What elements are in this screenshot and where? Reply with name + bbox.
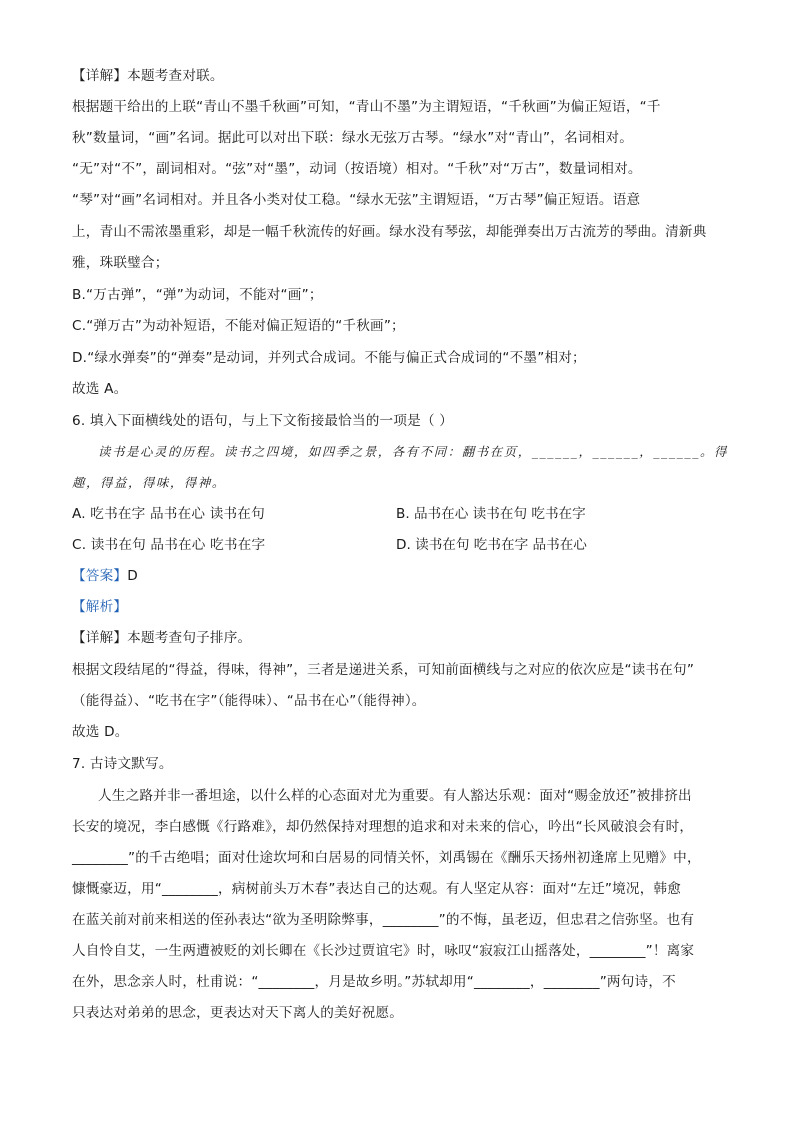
q7-paragraph-line-4: 慷慨豪迈，用“________，病树前头万木春”表达自己的达观。有人坚定从容：面对“左迁”境况，韩愈: [72, 881, 682, 897]
answer-value: D: [127, 568, 138, 584]
q5-paragraph-line-3: “无”对“不”，副词相对。“弦”对“墨”，动词（按语境）相对。“千秋”对“万古”，数量词相对。: [72, 161, 642, 177]
q5-option-b-analysis: B.“万古弹”，“弹”为动词，不能对“画”；: [72, 287, 323, 303]
q6-answer: [72, 566, 732, 586]
q7-paragraph-line-7: 在外，思念亲人时，杜甫说：“________，月是故乡明。”苏轼却用“________，________”两句诗，不: [72, 974, 676, 990]
q6-passage-line-1: 读书是心灵的历程。读书之四境，如四季之景，各有不同：翻书在页，______，______，______。得: [98, 444, 728, 459]
q7-paragraph-line-8: 只表达对弟弟的思念，更表达对天下离人的美好祝愿。: [72, 1005, 404, 1021]
answer-label: 【答案】: [72, 568, 128, 584]
q5-paragraph-line-5: 上，青山不需浓墨重彩，却是一幅千秋流传的好画。绿水没有琴弦，却能弹奏出万古流芳的琴曲。清新典: [72, 224, 707, 240]
q6-stem: 6. 填入下面横线处的语句，与上下文衔接最恰当的一项是（ ）: [72, 413, 454, 429]
q6-option-d: D. 读书在句 吃书在字 品书在心: [396, 537, 587, 553]
q6-analysis-label: 【解析】: [72, 599, 128, 615]
q7-paragraph-line-5: 在蓝关前对前来相送的侄孙表达“欲为圣明除弊事，________”的不悔，虽老迈，但忠君之信弥坚。也有: [72, 912, 695, 928]
q6-detail-heading: 【详解】本题考查句子排序。: [72, 630, 252, 646]
q6-option-a: A. 吃书在字 品书在心 读书在句: [72, 506, 265, 522]
q6-option-c: C. 读书在句 品书在心 吃书在字: [72, 537, 266, 553]
q5-option-d-analysis: D.“绿水弹奏”的“弹奏”是动词，并列式合成词。不能与偏正式合成词的“不墨”相对；: [72, 350, 586, 366]
q7-paragraph-line-3: ________”的千古绝唱；面对仕途坎坷和白居易的同情关怀，刘禹锡在《酬乐天扬州初逢席上见赠》中，: [72, 850, 701, 866]
q7-paragraph-line-1: 人生之路并非一番坦途，以什么样的心态面对尤为重要。有人豁达乐观：面对“赐金放还”被排挤出: [98, 788, 692, 804]
q6-passage-line-2: 趣，得益，得味，得神。: [72, 475, 226, 490]
q5-paragraph-line-4: “琴”对“画”名词相对。并且各小类对仗工稳。“绿水无弦”主谓短语，“万古琴”偏正短语。语意: [72, 192, 641, 208]
q5-detail-heading: 【详解】本题考查对联。: [72, 68, 224, 84]
q7-paragraph-line-6: 人自怜自艾，一生两遭被贬的刘长卿在《长沙过贾谊宅》时，咏叹“寂寂江山摇落处，________”！离家: [72, 943, 695, 959]
q6-detail-line-1: 根据文段结尾的“得益，得味，得神”，三者是递进关系，可知前面横线与之对应的依次应是“读书在句”: [72, 662, 695, 678]
q6-conclusion: 故选 D。: [72, 724, 129, 740]
q5-paragraph-line-2: 秋”数量词，“画”名词。据此可以对出下联：绿水无弦万古琴。“绿水”对“青山”，名词相对。: [72, 130, 634, 146]
q6-detail-line-2: （能得益）、“吃书在字”（能得味）、“品书在心”（能得神）。: [72, 693, 426, 709]
q7-stem: 7. 古诗文默写。: [72, 756, 173, 772]
q5-conclusion: 故选 A。: [72, 381, 128, 397]
q5-paragraph-line-6: 雅，珠联璧合；: [72, 255, 169, 271]
q6-option-b: B. 品书在心 读书在句 吃书在字: [396, 506, 586, 522]
q5-paragraph-line-1: 根据题干给出的上联“青山不墨千秋画”可知，“青山不墨”为主谓短语，“千秋画”为偏正短语，“千: [72, 99, 661, 115]
q5-option-c-analysis: C.“弹万古”为动补短语，不能对偏正短语的“千秋画”；: [72, 318, 405, 334]
q7-paragraph-line-2: 长安的境况，李白感慨《行路难》，却仍然保持对理想的追求和对未来的信心，吟出“长风破浪会有时，: [72, 819, 694, 835]
